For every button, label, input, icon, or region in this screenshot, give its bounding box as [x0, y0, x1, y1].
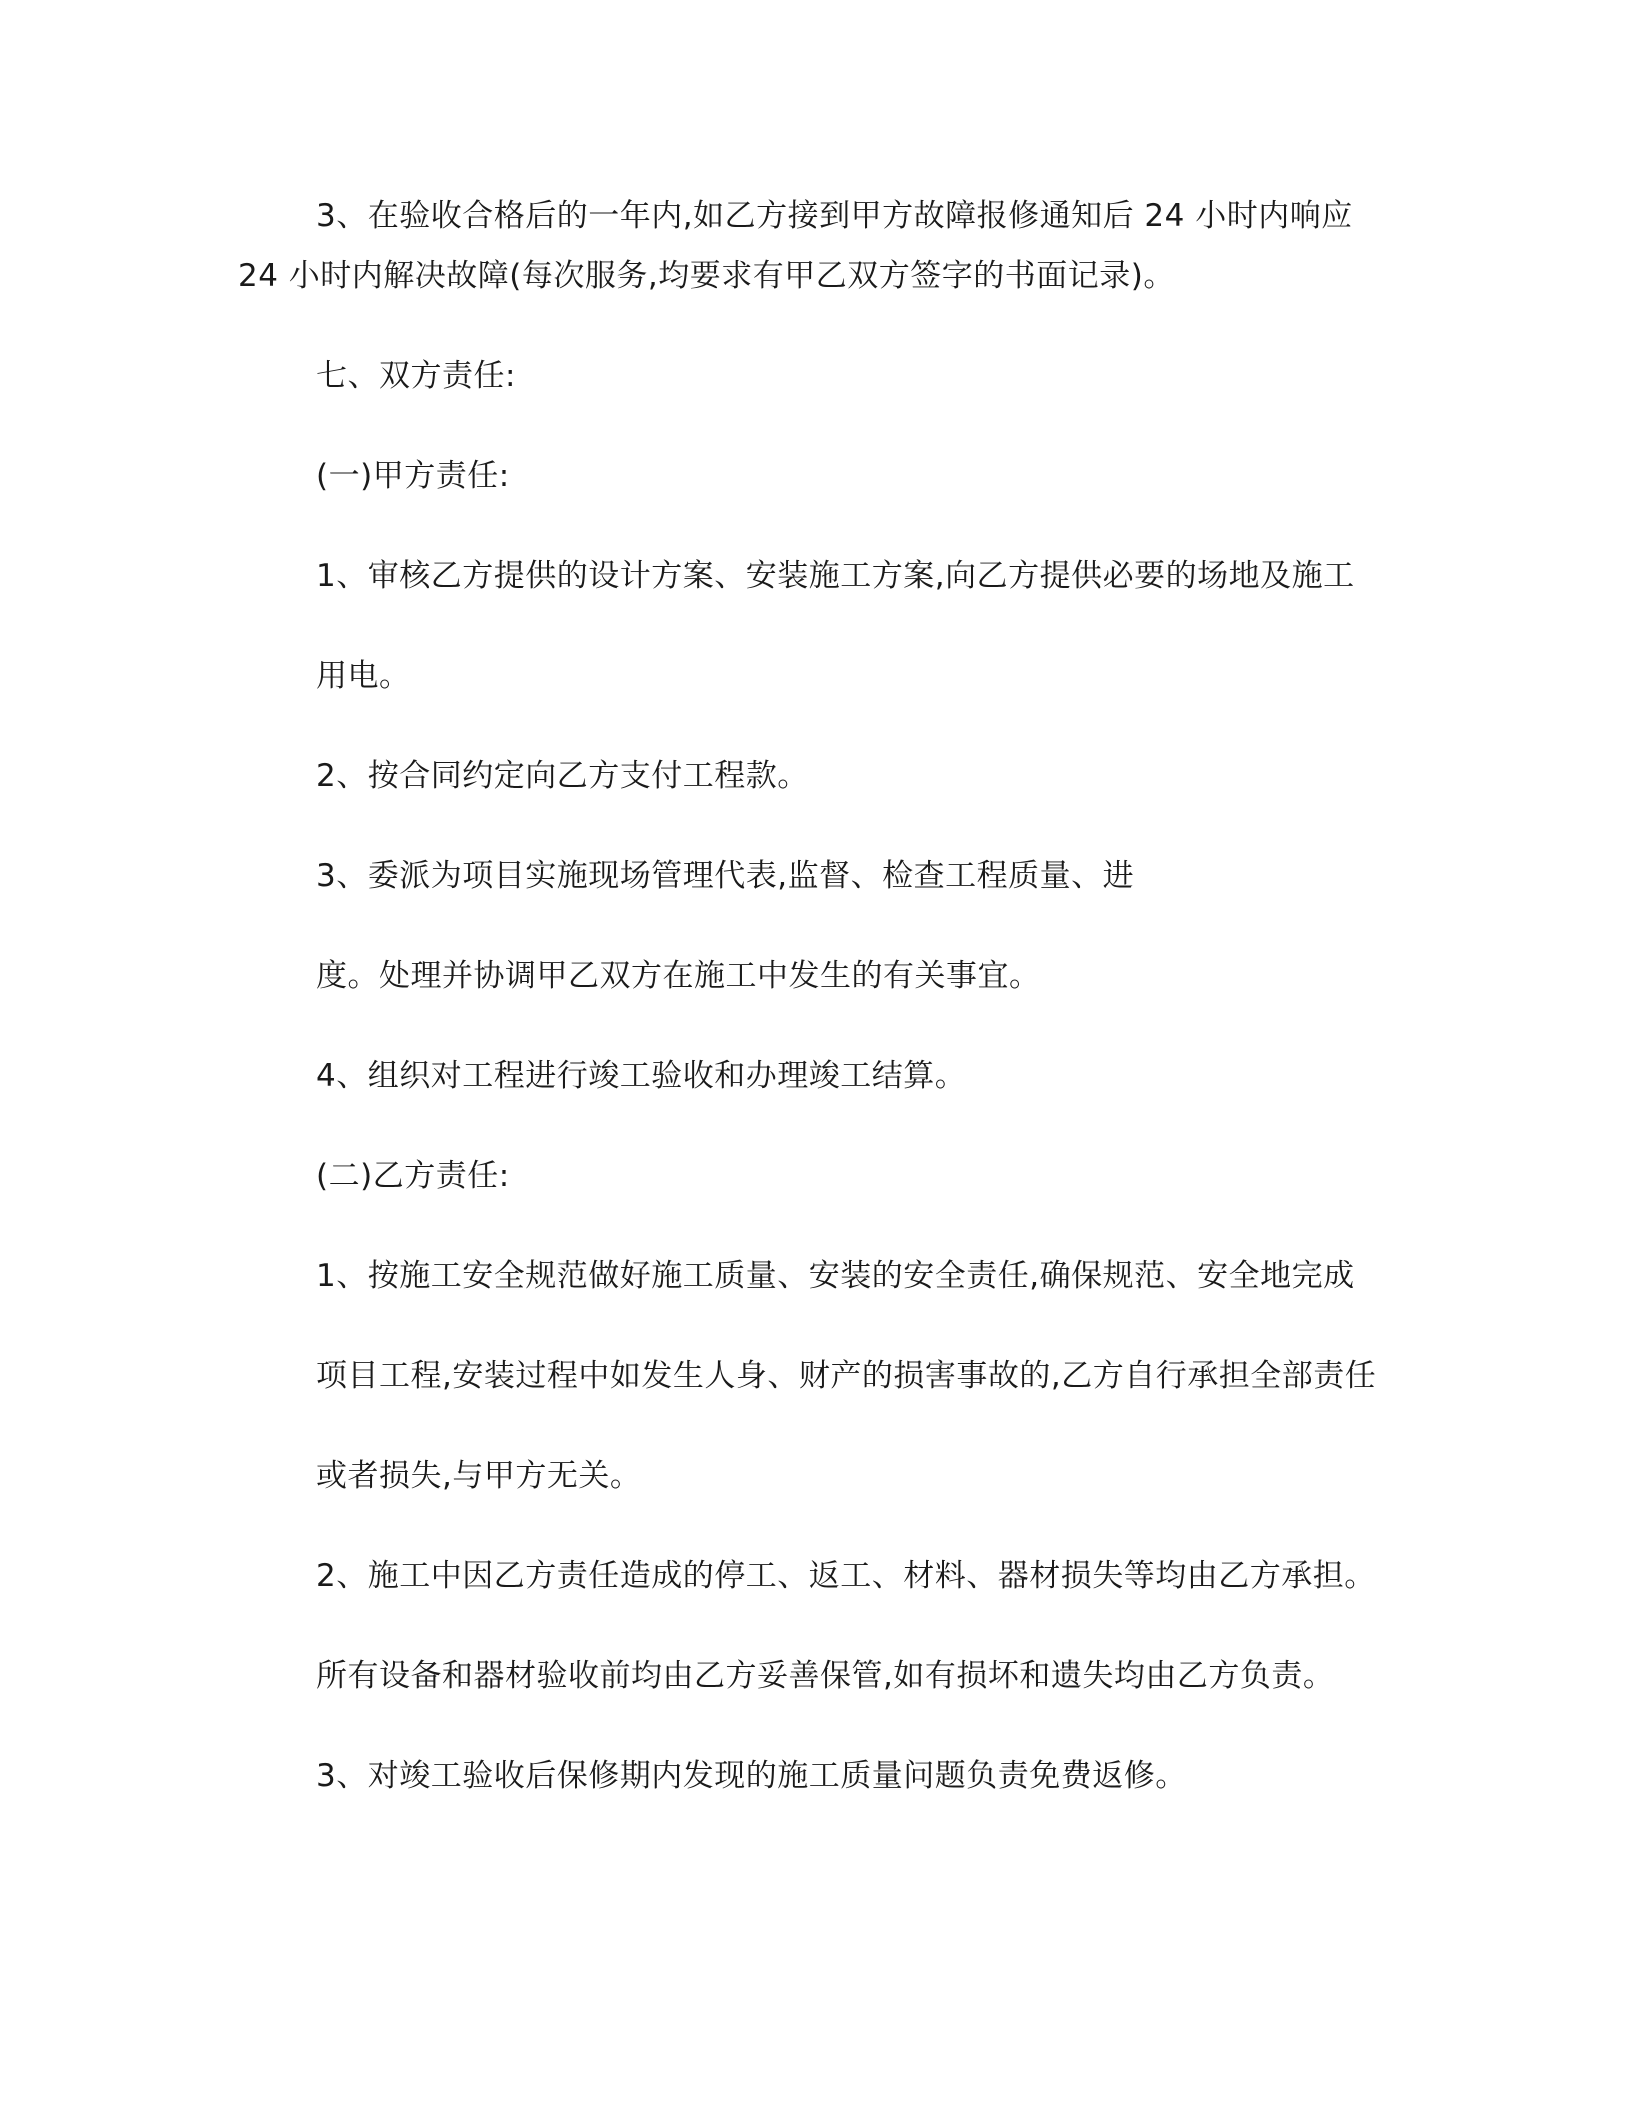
paragraph-line: 度。处理并协调甲乙双方在施工中发生的有关事宜。 — [316, 958, 1041, 994]
paragraph-line: 2、按合同约定向乙方支付工程款。 — [316, 758, 809, 794]
section-heading: 七、双方责任: — [316, 358, 516, 394]
paragraph-line: 2、施工中因乙方责任造成的停工、返工、材料、器材损失等均由乙方承担。 — [316, 1558, 1376, 1594]
paragraph-line: 所有设备和器材验收前均由乙方妥善保管,如有损坏和遗失均由乙方负责。 — [316, 1658, 1335, 1694]
paragraph-line: 1、按施工安全规范做好施工质量、安装的安全责任,确保规范、安全地完成 — [316, 1258, 1355, 1294]
paragraph-line: 或者损失,与甲方无关。 — [316, 1458, 642, 1494]
subsection-heading: (二)乙方责任: — [316, 1158, 510, 1194]
paragraph-line: 用电。 — [316, 658, 411, 694]
subsection-heading: (一)甲方责任: — [316, 458, 510, 494]
paragraph-line: 1、审核乙方提供的设计方案、安装施工方案,向乙方提供必要的场地及施工 — [316, 558, 1355, 594]
paragraph-line: 3、委派为项目实施现场管理代表,监督、检查工程质量、进 — [316, 858, 1135, 894]
paragraph-line: 项目工程,安装过程中如发生人身、财产的损害事故的,乙方自行承担全部责任 — [316, 1358, 1377, 1394]
paragraph-line: 3、在验收合格后的一年内,如乙方接到甲方故障报修通知后 24 小时内响应 — [316, 198, 1353, 234]
paragraph-line: 3、对竣工验收后保修期内发现的施工质量问题负责免费返修。 — [316, 1758, 1187, 1794]
paragraph-line: 4、组织对工程进行竣工验收和办理竣工结算。 — [316, 1058, 967, 1094]
paragraph-line: 24 小时内解决故障(每次服务,均要求有甲乙双方签字的书面记录)。 — [238, 258, 1175, 294]
